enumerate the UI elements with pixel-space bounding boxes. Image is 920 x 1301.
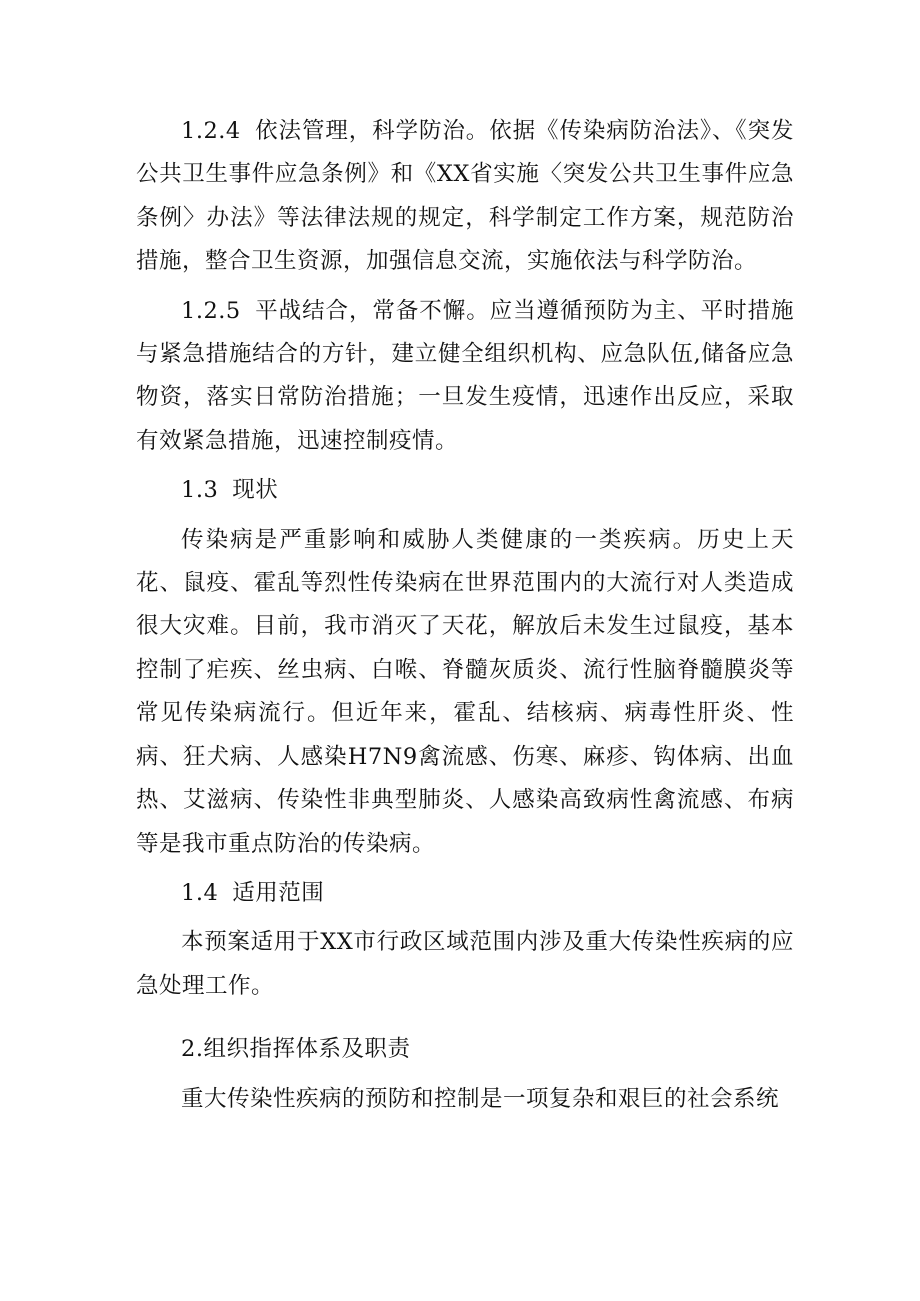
- paragraph-scope: [136, 921, 794, 1008]
- section-number: 1.2.5: [181, 297, 241, 324]
- paragraph-status: [136, 519, 794, 866]
- heading-text: 适用范围: [232, 879, 325, 906]
- paragraph-text: 传染病是严重影响和威胁人类健康的一类疾病。历史上天花、鼠疫、霍乱等烈性传染病在世界范围内的大流行对人类造成很大灾难。目前，我市消灭了天花，解放后未发生过鼠疫，基本控制了疟疾、丝虫病、白喉、脊髓灰质炎、流行性脑脊髓膜炎等常见传染病流行。但近年来，霍乱、结核病、病毒性肝炎、性病、狂犬病、人感染H7N9禽流感、伤寒、麻疹、钩体病、出血热、艾滋病、传染性非典型肺炎、人感染高致病性禽流感、布病等是我市重点防治的传染病。: [136, 526, 794, 857]
- section-number: 1.2.4: [181, 118, 241, 144]
- paragraph-text: 平战结合，常备不懈。应当遵循预防为主、平时措施与紧急措施结合的方针，建立健全组织机构、应急队伍,储备应急物资，落实日常防治措施；一旦发生疫情，迅速作出反应，采取有效紧急措施，迅速控制疫情。: [136, 297, 794, 454]
- heading-text: 现状: [232, 477, 279, 504]
- paragraph-1-2-4: [136, 110, 794, 284]
- paragraph-text: 重大传染性疾病的预防和控制是一项复杂和艰巨的社会系统: [181, 1085, 780, 1112]
- paragraph-1-2-5: [136, 290, 794, 464]
- section-number: 2.: [181, 1036, 204, 1063]
- heading-text: 组织指挥体系及职责: [203, 1036, 411, 1063]
- section-number: 1.3: [181, 477, 219, 504]
- heading-2: [136, 1028, 794, 1071]
- paragraph-text: 依法管理，科学防治。依据《传染病防治法》、《突发公共卫生事件应急条例》和《XX省实施〈突发公共卫生事件应急条例〉办法》等法律法规的规定，科学制定工作方案，规范防治措施，整合卫生资源，加强信息交流，实施依法与科学防治。: [136, 118, 794, 275]
- paragraph-organization: [136, 1078, 794, 1121]
- heading-1-4: [136, 872, 794, 915]
- section-number: 1.4: [181, 879, 219, 906]
- heading-1-3: [136, 469, 794, 512]
- paragraph-text: 本预案适用于XX市行政区域范围内涉及重大传染性疾病的应急处理工作。: [136, 929, 794, 999]
